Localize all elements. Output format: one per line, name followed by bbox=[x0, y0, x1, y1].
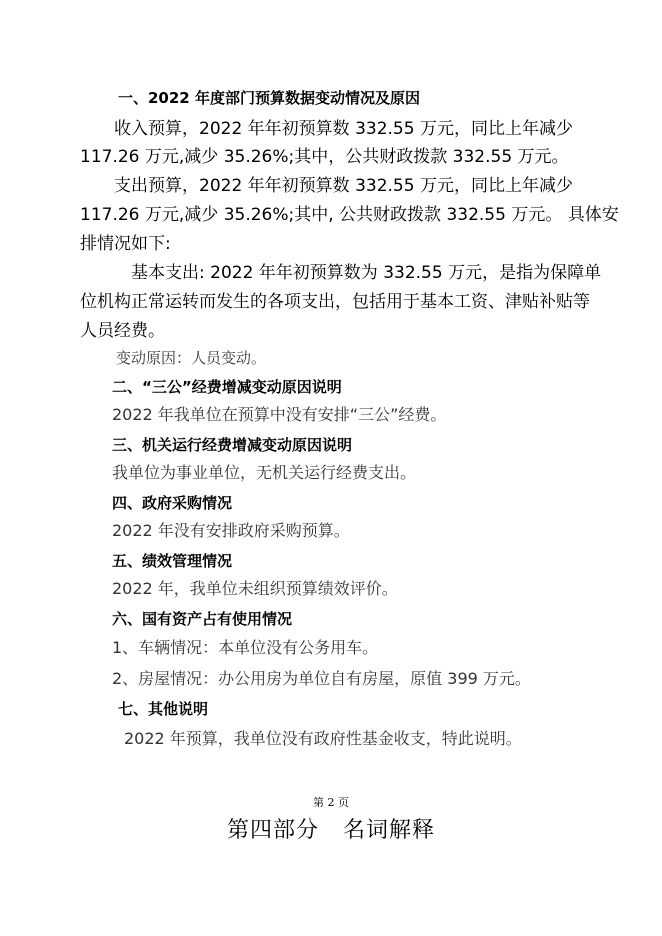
section-1-heading: 一、2022 年度部门预算数据变动情况及原因 bbox=[118, 89, 420, 107]
section-3-text: 我单位为事业单位，无机关运行经费支出。 bbox=[112, 463, 417, 482]
vehicle-info: 1、车辆情况：本单位没有公务用车。 bbox=[112, 638, 379, 657]
section-7-heading: 七、其他说明 bbox=[118, 700, 209, 718]
section-5-text: 2022 年，我单位未组织预算绩效评价。 bbox=[112, 579, 398, 598]
basic-expense-line-2: 位机构正常运转而发生的各项支出，包括用于基本工资、津贴补贴等 bbox=[80, 292, 590, 312]
basic-expense-line-3: 人员经费。 bbox=[80, 321, 165, 341]
expense-budget-line-3: 排情况如下: bbox=[80, 234, 171, 254]
section-3-heading: 三、机关运行经费增减变动原因说明 bbox=[112, 436, 353, 454]
section-6-heading: 六、国有资产占有使用情况 bbox=[112, 610, 293, 628]
part-label: 第四部分 bbox=[226, 818, 319, 843]
change-reason: 变动原因：人员变动。 bbox=[116, 349, 267, 367]
section-2-heading: 二、“三公”经费增减变动原因说明 bbox=[112, 378, 342, 396]
part-title: 名词解释 bbox=[343, 818, 436, 843]
section-4-heading: 四、政府采购情况 bbox=[112, 494, 233, 512]
page-number: 第 2 页 bbox=[313, 796, 349, 809]
income-budget-line-2: 117.26 万元,减少 35.26%;其中，公共财政拨款 332.55 万元。 bbox=[80, 147, 569, 167]
section-2-text: 2022 年我单位在预算中没有安排“三公”经费。 bbox=[112, 405, 447, 424]
basic-expense-line-1: 基本支出: 2022 年年初预算数为 332.55 万元，是指为保障单 bbox=[131, 263, 602, 283]
housing-info: 2、房屋情况：办公用房为单位自有房屋，原值 399 万元。 bbox=[112, 669, 531, 688]
income-budget-line-1: 收入预算，2022 年年初预算数 332.55 万元，同比上年减少 bbox=[114, 119, 573, 139]
section-7-text: 2022 年预算，我单位没有政府性基金收支，特此说明。 bbox=[124, 729, 522, 748]
section-4-text: 2022 年没有安排政府采购预算。 bbox=[112, 521, 350, 540]
expense-budget-line-2: 117.26 万元,减少 35.26%;其中, 公共财政拨款 332.55 万元。 具体安 bbox=[80, 205, 619, 225]
expense-budget-line-1: 支出预算，2022 年年初预算数 332.55 万元，同比上年减少 bbox=[114, 176, 573, 196]
section-5-heading: 五、绩效管理情况 bbox=[112, 552, 233, 570]
part-heading bbox=[0, 816, 662, 846]
